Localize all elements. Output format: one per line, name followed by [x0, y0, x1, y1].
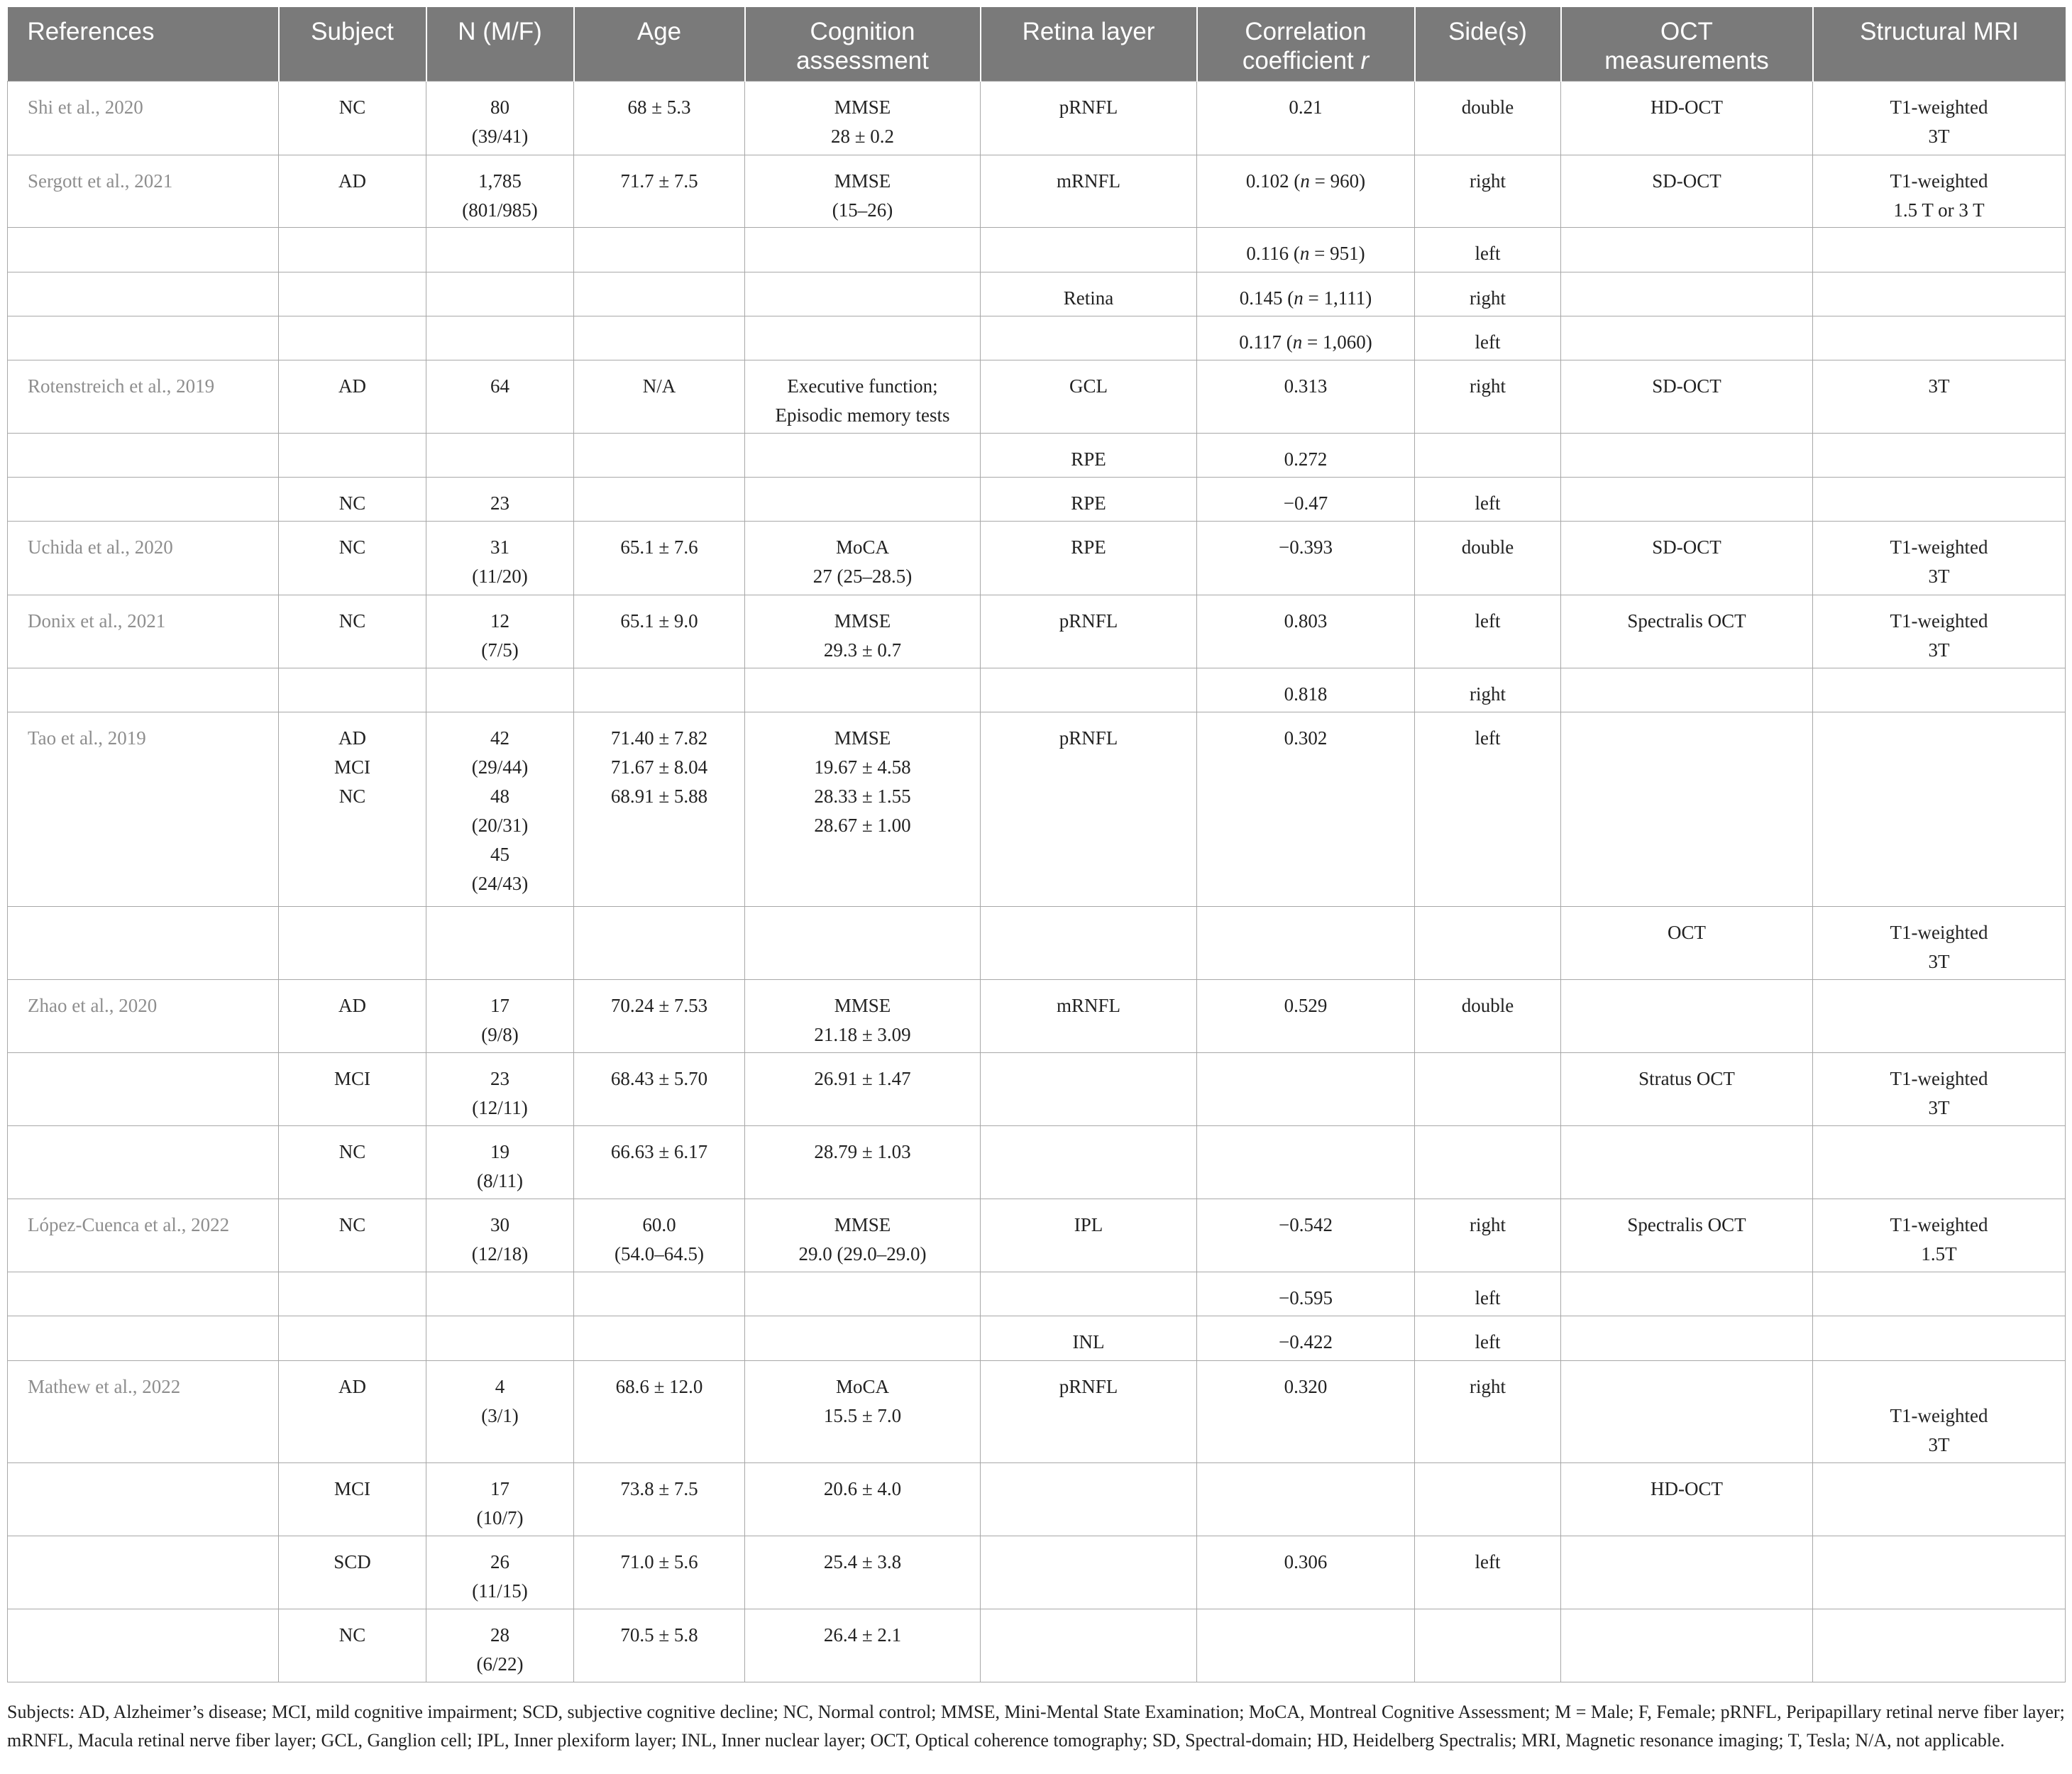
table-row: [8, 434, 2066, 478]
cell-sides: right: [1415, 1199, 1561, 1272]
cell-correlation-coefficient: 0.302: [1197, 712, 1415, 907]
cell-correlation-coefficient: −0.542: [1197, 1199, 1415, 1272]
cell-correlation-coefficient: 0.803: [1197, 595, 1415, 668]
table-row: [8, 980, 2066, 1053]
cell-oct-measurements: OCT: [1561, 907, 1813, 980]
cell-reference: [8, 434, 279, 478]
cell-age: 71.7 ± 7.5: [574, 155, 745, 228]
cell-age: [574, 1272, 745, 1316]
cell-subject: NC: [279, 595, 426, 668]
cell-age: [574, 272, 745, 316]
cell-cognition-assessment: MMSE 28 ± 0.2: [745, 82, 981, 155]
cell-subject: [279, 434, 426, 478]
cell-cognition-assessment: [745, 272, 981, 316]
cell-retina-layer: pRNFL: [981, 1361, 1197, 1463]
cell-reference: [8, 478, 279, 522]
table-row: [8, 478, 2066, 522]
cell-structural-mri: [1813, 272, 2066, 316]
cell-correlation-coefficient: [1197, 1463, 1415, 1536]
cell-structural-mri: T1-weighted 1.5 T or 3 T: [1813, 155, 2066, 228]
cell-retina-layer: [981, 1609, 1197, 1682]
cell-retina-layer: pRNFL: [981, 712, 1197, 907]
cell-cognition-assessment: [745, 668, 981, 712]
cell-n-mf: [426, 668, 574, 712]
cell-oct-measurements: SD-OCT: [1561, 360, 1813, 434]
cell-reference: [8, 1126, 279, 1199]
cell-subject: [279, 668, 426, 712]
cell-structural-mri: T1-weighted 3T: [1813, 907, 2066, 980]
cell-cognition-assessment: [745, 434, 981, 478]
cell-oct-measurements: [1561, 1609, 1813, 1682]
cell-n-mf: 28 (6/22): [426, 1609, 574, 1682]
cell-retina-layer: pRNFL: [981, 595, 1197, 668]
cell-correlation-coefficient: 0.313: [1197, 360, 1415, 434]
table-row: [8, 1536, 2066, 1609]
cell-oct-measurements: HD-OCT: [1561, 1463, 1813, 1536]
cell-sides: [1415, 1463, 1561, 1536]
cell-oct-measurements: [1561, 1272, 1813, 1316]
cell-oct-measurements: [1561, 980, 1813, 1053]
cell-age: 65.1 ± 7.6: [574, 522, 745, 595]
cell-cognition-assessment: 20.6 ± 4.0: [745, 1463, 981, 1536]
cell-reference: [8, 1053, 279, 1126]
cell-reference: López-Cuenca et al., 2022: [8, 1199, 279, 1272]
table-row: [8, 82, 2066, 155]
cell-structural-mri: 3T: [1813, 360, 2066, 434]
table-row: [8, 1463, 2066, 1536]
cell-sides: left: [1415, 595, 1561, 668]
table-header: [8, 7, 2066, 82]
table-row: [8, 1316, 2066, 1361]
cell-n-mf: [426, 434, 574, 478]
cell-n-mf: 42 (29/44) 48 (20/31) 45 (24/43): [426, 712, 574, 907]
cell-cognition-assessment: [745, 478, 981, 522]
cell-n-mf: 12 (7/5): [426, 595, 574, 668]
cell-sides: right: [1415, 155, 1561, 228]
n-symbol: n: [1300, 170, 1310, 192]
cell-n-mf: 17 (10/7): [426, 1463, 574, 1536]
cell-age: 73.8 ± 7.5: [574, 1463, 745, 1536]
cell-sides: left: [1415, 1536, 1561, 1609]
cell-subject: MCI: [279, 1053, 426, 1126]
cell-n-mf: [426, 1316, 574, 1361]
cell-oct-measurements: [1561, 316, 1813, 360]
cell-cognition-assessment: Executive function; Episodic memory tests: [745, 360, 981, 434]
cell-correlation-coefficient: −0.47: [1197, 478, 1415, 522]
cell-n-mf: 23 (12/11): [426, 1053, 574, 1126]
cell-correlation-coefficient: −0.422: [1197, 1316, 1415, 1361]
cell-subject: NC: [279, 1126, 426, 1199]
cell-sides: left: [1415, 712, 1561, 907]
cell-correlation-coefficient: 0.102 (n = 960): [1197, 155, 1415, 228]
table-row: [8, 1053, 2066, 1126]
cell-reference: Rotenstreich et al., 2019: [8, 360, 279, 434]
cell-reference: [8, 228, 279, 272]
cell-subject: [279, 1272, 426, 1316]
cell-n-mf: 17 (9/8): [426, 980, 574, 1053]
cell-oct-measurements: [1561, 272, 1813, 316]
cell-subject: AD: [279, 980, 426, 1053]
cell-subject: MCI: [279, 1463, 426, 1536]
table-row: [8, 316, 2066, 360]
cell-oct-measurements: [1561, 1536, 1813, 1609]
cell-cognition-assessment: MMSE 21.18 ± 3.09: [745, 980, 981, 1053]
cell-oct-measurements: Spectralis OCT: [1561, 1199, 1813, 1272]
cell-retina-layer: IPL: [981, 1199, 1197, 1272]
cell-cognition-assessment: MMSE 19.67 ± 4.58 28.33 ± 1.55 28.67 ± 1.00: [745, 712, 981, 907]
cell-reference: [8, 1463, 279, 1536]
cell-sides: [1415, 1053, 1561, 1126]
table-row: [8, 1199, 2066, 1272]
n-symbol: n: [1294, 287, 1304, 309]
cell-sides: [1415, 434, 1561, 478]
cell-oct-measurements: Spectralis OCT: [1561, 595, 1813, 668]
cell-cognition-assessment: [745, 1272, 981, 1316]
cell-sides: double: [1415, 522, 1561, 595]
cell-structural-mri: T1-weighted 3T: [1813, 1053, 2066, 1126]
cell-n-mf: [426, 316, 574, 360]
table-row: [8, 360, 2066, 434]
cell-n-mf: 64: [426, 360, 574, 434]
table-row: [8, 668, 2066, 712]
cell-cognition-assessment: 25.4 ± 3.8: [745, 1536, 981, 1609]
table-row: [8, 1126, 2066, 1199]
cell-correlation-coefficient: 0.529: [1197, 980, 1415, 1053]
table-row: [8, 272, 2066, 316]
cell-sides: [1415, 1126, 1561, 1199]
cell-cognition-assessment: [745, 228, 981, 272]
cell-subject: AD MCI NC: [279, 712, 426, 907]
n-symbol: n: [1299, 243, 1310, 264]
cell-cognition-assessment: MoCA 27 (25–28.5): [745, 522, 981, 595]
cell-age: [574, 478, 745, 522]
header-subject: Subject: [279, 7, 426, 82]
cell-structural-mri: [1813, 434, 2066, 478]
cell-structural-mri: [1813, 1609, 2066, 1682]
cell-cognition-assessment: MoCA 15.5 ± 7.0: [745, 1361, 981, 1463]
cell-reference: Mathew et al., 2022: [8, 1361, 279, 1463]
cell-retina-layer: [981, 1536, 1197, 1609]
cell-cognition-assessment: MMSE 29.3 ± 0.7: [745, 595, 981, 668]
cell-reference: Shi et al., 2020: [8, 82, 279, 155]
cell-age: 68 ± 5.3: [574, 82, 745, 155]
cell-correlation-coefficient: 0.145 (n = 1,111): [1197, 272, 1415, 316]
header-retina-layer: Retina layer: [981, 7, 1197, 82]
n-symbol: n: [1292, 331, 1303, 353]
table-body: [8, 82, 2066, 1682]
cell-structural-mri: [1813, 1126, 2066, 1199]
cell-correlation-coefficient: 0.116 (n = 951): [1197, 228, 1415, 272]
cell-n-mf: 80 (39/41): [426, 82, 574, 155]
cell-cognition-assessment: [745, 907, 981, 980]
header-cognition-assessment: Cognition assessment: [745, 7, 981, 82]
cell-oct-measurements: SD-OCT: [1561, 155, 1813, 228]
document: [7, 7, 2065, 1755]
cell-age: 65.1 ± 9.0: [574, 595, 745, 668]
cell-retina-layer: Retina: [981, 272, 1197, 316]
cell-retina-layer: mRNFL: [981, 980, 1197, 1053]
cell-retina-layer: [981, 1126, 1197, 1199]
cell-cognition-assessment: 26.4 ± 2.1: [745, 1609, 981, 1682]
cell-age: 70.24 ± 7.53: [574, 980, 745, 1053]
cell-retina-layer: [981, 228, 1197, 272]
cell-retina-layer: RPE: [981, 522, 1197, 595]
cell-structural-mri: [1813, 980, 2066, 1053]
cell-subject: [279, 228, 426, 272]
header-reference: References: [8, 7, 279, 82]
cell-n-mf: [426, 1272, 574, 1316]
cell-subject: NC: [279, 478, 426, 522]
header-age: Age: [574, 7, 745, 82]
cell-subject: NC: [279, 1609, 426, 1682]
cell-structural-mri: [1813, 712, 2066, 907]
cell-age: [574, 434, 745, 478]
cell-retina-layer: INL: [981, 1316, 1197, 1361]
cell-sides: double: [1415, 82, 1561, 155]
cell-subject: [279, 907, 426, 980]
cell-structural-mri: [1813, 1463, 2066, 1536]
cell-subject: AD: [279, 1361, 426, 1463]
table-row: [8, 907, 2066, 980]
cell-n-mf: 23: [426, 478, 574, 522]
table-footnote: Subjects: AD, Alzheimer’s disease; MCI, mild cognitive impairment; SCD, subjective cognitive decline; NC, Normal control; MMSE, Mini-Mental State Examination; MoCA, Montreal Cognitive Assessment; M = Male; F, Female; pRNFL, Peripapillary retinal nerve fiber layer; mRNFL, Macula retinal nerve fiber layer; GCL, Ganglion cell; IPL, Inner plexiform layer; INL, Inner nuclear layer; OCT, Optical coherence tomography; SD, Spectral-domain; HD, Heidelberg Spectralis; MRI, Magnetic resonance imaging; T, Tesla; N/A, not applicable.: [7, 1702, 2065, 1751]
cell-structural-mri: [1813, 1316, 2066, 1361]
cell-reference: Zhao et al., 2020: [8, 980, 279, 1053]
header-sides: Side(s): [1415, 7, 1561, 82]
cell-structural-mri: T1-weighted 1.5T: [1813, 1199, 2066, 1272]
cell-correlation-coefficient: 0.21: [1197, 82, 1415, 155]
cell-sides: left: [1415, 228, 1561, 272]
cell-n-mf: [426, 228, 574, 272]
cell-oct-measurements: [1561, 434, 1813, 478]
cell-reference: [8, 1316, 279, 1361]
cell-correlation-coefficient: 0.306: [1197, 1536, 1415, 1609]
cell-n-mf: 30 (12/18): [426, 1199, 574, 1272]
cell-structural-mri: [1813, 1536, 2066, 1609]
cell-oct-measurements: Stratus OCT: [1561, 1053, 1813, 1126]
cell-correlation-coefficient: [1197, 1053, 1415, 1126]
cell-subject: [279, 272, 426, 316]
cell-structural-mri: T1-weighted 3T: [1813, 595, 2066, 668]
cell-sides: left: [1415, 478, 1561, 522]
cell-subject: AD: [279, 360, 426, 434]
cell-n-mf: 1,785 (801/985): [426, 155, 574, 228]
table-row: [8, 228, 2066, 272]
cell-age: N/A: [574, 360, 745, 434]
cell-age: [574, 668, 745, 712]
cell-age: [574, 1316, 745, 1361]
cell-n-mf: 31 (11/20): [426, 522, 574, 595]
cell-reference: Uchida et al., 2020: [8, 522, 279, 595]
cell-reference: Donix et al., 2021: [8, 595, 279, 668]
table-row: [8, 1361, 2066, 1463]
cell-cognition-assessment: 28.79 ± 1.03: [745, 1126, 981, 1199]
cell-sides: right: [1415, 1361, 1561, 1463]
cell-subject: NC: [279, 82, 426, 155]
cell-structural-mri: [1813, 228, 2066, 272]
cell-correlation-coefficient: [1197, 907, 1415, 980]
cell-structural-mri: [1813, 668, 2066, 712]
header-r-symbol: r: [1360, 47, 1370, 75]
cell-cognition-assessment: MMSE (15–26): [745, 155, 981, 228]
cell-structural-mri: T1-weighted 3T: [1813, 1361, 2066, 1463]
cell-age: 66.63 ± 6.17: [574, 1126, 745, 1199]
table-row: [8, 712, 2066, 907]
cell-age: 70.5 ± 5.8: [574, 1609, 745, 1682]
cell-correlation-coefficient: [1197, 1609, 1415, 1682]
cell-structural-mri: [1813, 478, 2066, 522]
cell-oct-measurements: SD-OCT: [1561, 522, 1813, 595]
cell-retina-layer: RPE: [981, 434, 1197, 478]
cell-retina-layer: [981, 316, 1197, 360]
cell-structural-mri: T1-weighted 3T: [1813, 82, 2066, 155]
cell-reference: [8, 316, 279, 360]
table-row: [8, 522, 2066, 595]
cell-structural-mri: [1813, 316, 2066, 360]
cell-age: [574, 316, 745, 360]
table-row: [8, 595, 2066, 668]
cell-retina-layer: pRNFL: [981, 82, 1197, 155]
cell-age: 60.0 (54.0–64.5): [574, 1199, 745, 1272]
cell-subject: [279, 316, 426, 360]
cell-cognition-assessment: MMSE 29.0 (29.0–29.0): [745, 1199, 981, 1272]
cell-sides: right: [1415, 360, 1561, 434]
cell-correlation-coefficient: 0.272: [1197, 434, 1415, 478]
cell-retina-layer: GCL: [981, 360, 1197, 434]
cell-oct-measurements: [1561, 1361, 1813, 1463]
cell-reference: Tao et al., 2019: [8, 712, 279, 907]
cell-sides: double: [1415, 980, 1561, 1053]
cell-age: 71.0 ± 5.6: [574, 1536, 745, 1609]
cell-oct-measurements: [1561, 668, 1813, 712]
cell-correlation-coefficient: [1197, 1126, 1415, 1199]
cell-cognition-assessment: 26.91 ± 1.47: [745, 1053, 981, 1126]
header-oct-measurements: OCT measurements: [1561, 7, 1813, 82]
cell-retina-layer: [981, 1053, 1197, 1126]
cell-retina-layer: [981, 1272, 1197, 1316]
header-n-mf: N (M/F): [426, 7, 574, 82]
header-correlation-coefficient: Correlation coefficient r: [1197, 7, 1415, 82]
cell-cognition-assessment: [745, 1316, 981, 1361]
cell-oct-measurements: [1561, 712, 1813, 907]
cell-sides: left: [1415, 316, 1561, 360]
cell-retina-layer: [981, 1463, 1197, 1536]
cell-subject: SCD: [279, 1536, 426, 1609]
cell-n-mf: 19 (8/11): [426, 1126, 574, 1199]
cell-correlation-coefficient: −0.595: [1197, 1272, 1415, 1316]
cell-correlation-coefficient: −0.393: [1197, 522, 1415, 595]
cell-correlation-coefficient: 0.818: [1197, 668, 1415, 712]
table-row: [8, 155, 2066, 228]
cell-subject: NC: [279, 1199, 426, 1272]
data-table: [7, 7, 2066, 1682]
header-row: [8, 7, 2066, 82]
cell-oct-measurements: [1561, 1126, 1813, 1199]
cell-n-mf: 4 (3/1): [426, 1361, 574, 1463]
cell-retina-layer: RPE: [981, 478, 1197, 522]
cell-correlation-coefficient: 0.117 (n = 1,060): [1197, 316, 1415, 360]
cell-subject: AD: [279, 155, 426, 228]
cell-reference: [8, 272, 279, 316]
cell-sides: [1415, 1609, 1561, 1682]
cell-reference: [8, 668, 279, 712]
cell-reference: [8, 907, 279, 980]
header-structural-mri: Structural MRI: [1813, 7, 2066, 82]
cell-age: 68.6 ± 12.0: [574, 1361, 745, 1463]
cell-subject: NC: [279, 522, 426, 595]
cell-sides: left: [1415, 1316, 1561, 1361]
cell-retina-layer: [981, 907, 1197, 980]
cell-reference: [8, 1536, 279, 1609]
cell-sides: [1415, 907, 1561, 980]
cell-retina-layer: mRNFL: [981, 155, 1197, 228]
cell-n-mf: [426, 272, 574, 316]
cell-subject: [279, 1316, 426, 1361]
cell-oct-measurements: [1561, 478, 1813, 522]
table-row: [8, 1272, 2066, 1316]
cell-reference: [8, 1272, 279, 1316]
cell-age: [574, 228, 745, 272]
cell-sides: right: [1415, 668, 1561, 712]
table-row: [8, 1609, 2066, 1682]
cell-oct-measurements: [1561, 228, 1813, 272]
cell-retina-layer: [981, 668, 1197, 712]
cell-reference: [8, 1609, 279, 1682]
cell-structural-mri: [1813, 1272, 2066, 1316]
cell-age: 68.43 ± 5.70: [574, 1053, 745, 1126]
cell-n-mf: [426, 907, 574, 980]
cell-age: 71.40 ± 7.82 71.67 ± 8.04 68.91 ± 5.88: [574, 712, 745, 907]
cell-correlation-coefficient: 0.320: [1197, 1361, 1415, 1463]
cell-oct-measurements: [1561, 1316, 1813, 1361]
cell-oct-measurements: HD-OCT: [1561, 82, 1813, 155]
cell-sides: left: [1415, 1272, 1561, 1316]
cell-age: [574, 907, 745, 980]
cell-reference: Sergott et al., 2021: [8, 155, 279, 228]
cell-cognition-assessment: [745, 316, 981, 360]
cell-n-mf: 26 (11/15): [426, 1536, 574, 1609]
cell-structural-mri: T1-weighted 3T: [1813, 522, 2066, 595]
cell-sides: right: [1415, 272, 1561, 316]
